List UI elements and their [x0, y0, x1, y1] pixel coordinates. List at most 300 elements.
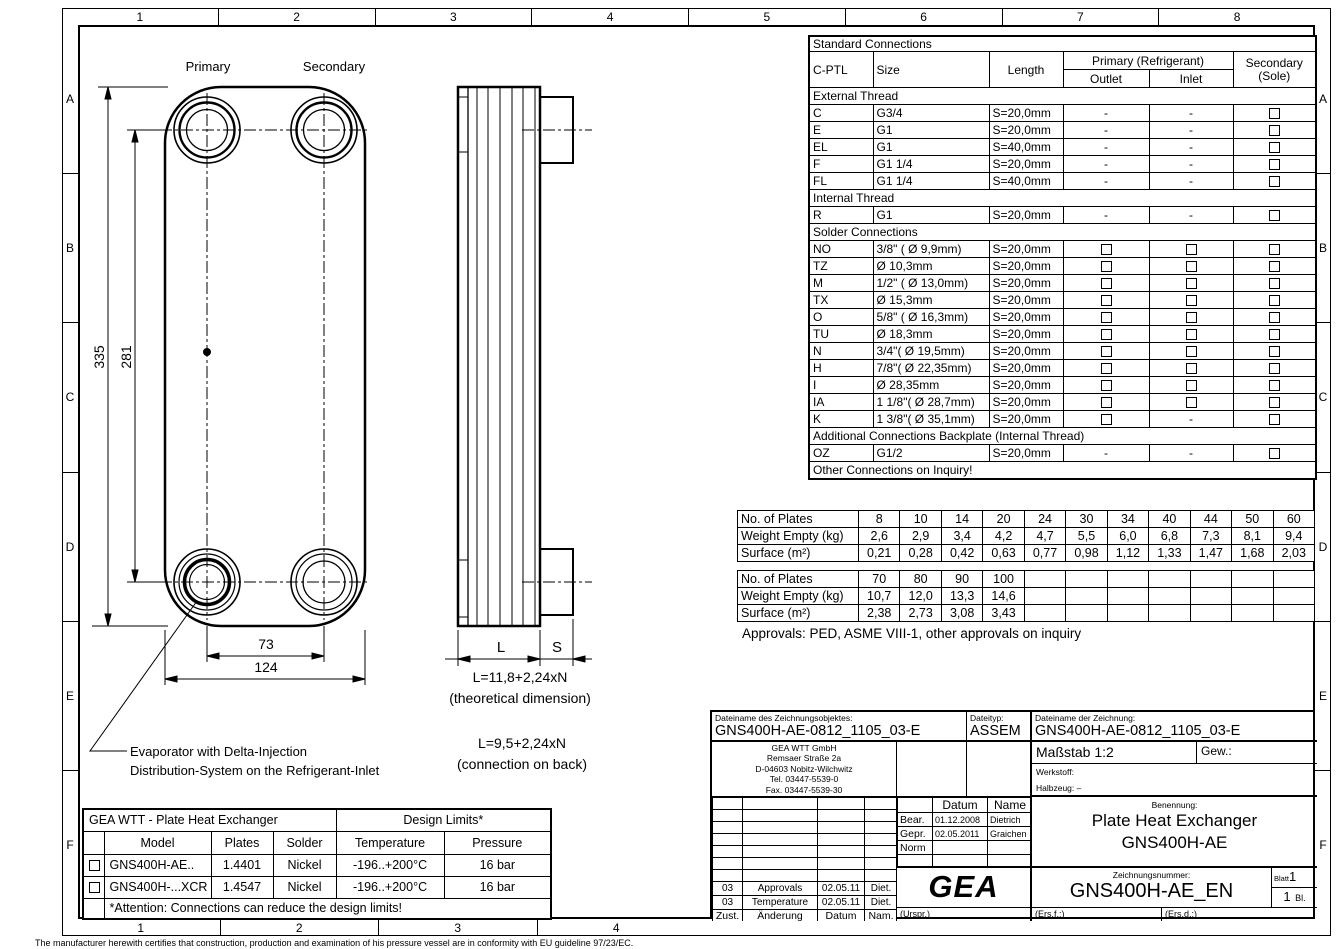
drawing-number-cell — [1032, 868, 1272, 908]
checkbox-icon — [1269, 210, 1280, 221]
company-address-line: GEA WTT GmbH — [771, 742, 837, 753]
connection-mark-cell — [1233, 258, 1316, 275]
connection-code: O — [809, 309, 873, 326]
header-inlet: Inlet — [1149, 70, 1233, 88]
sheet-cell — [1272, 868, 1317, 908]
plates-value — [1190, 571, 1231, 588]
design-row — [83, 854, 551, 876]
plates-value — [1232, 571, 1273, 588]
connection-code: NO — [809, 241, 873, 258]
frame-zone-label: 1 — [62, 919, 221, 936]
plates-value: 1,68 — [1232, 545, 1273, 562]
frame-zone-label: F — [1319, 837, 1327, 852]
connection-size: G1 — [873, 139, 989, 156]
plates-value: 2,9 — [900, 528, 941, 545]
connection-row — [809, 122, 1316, 139]
connections-title: Standard Connections — [809, 36, 1316, 52]
connection-mark-cell — [1233, 122, 1316, 139]
connection-mark-cell — [1233, 445, 1316, 462]
design-pressure: 16 bar — [444, 876, 551, 898]
checkbox-icon — [1186, 312, 1197, 323]
design-temperature: -196..+200°C — [336, 876, 444, 898]
plates-value: 20 — [983, 511, 1024, 528]
revision-date: 02.05.11 — [818, 882, 865, 896]
header-length: Length — [989, 52, 1063, 88]
frame-zone-label: 2 — [221, 919, 380, 936]
checkbox-icon — [1269, 448, 1280, 459]
plates-value: 0,98 — [1066, 545, 1107, 562]
connection-size: 3/8" ( Ø 9,9mm) — [873, 241, 989, 258]
design-model: GNS400H-...XCR — [104, 876, 211, 898]
connection-length: S=20,0mm — [989, 411, 1063, 428]
connections-footer-row — [809, 462, 1316, 479]
dim-S-label: S — [551, 639, 563, 656]
sheet-total-cell — [1272, 888, 1317, 907]
urspr-cell: (Urspr.) — [897, 908, 1032, 921]
connection-size: G1/2 — [873, 445, 989, 462]
revision-footer-change: Änderung — [743, 910, 818, 922]
plates-value: 1,33 — [1149, 545, 1190, 562]
approval-role: Norm — [898, 841, 933, 855]
connection-mark-cell — [1063, 411, 1149, 428]
connection-mark-cell: - — [1149, 139, 1233, 156]
design-plates: 1.4547 — [211, 876, 273, 898]
frame-zone-label: D — [1315, 473, 1331, 622]
connection-row — [809, 292, 1316, 309]
connection-code: I — [809, 377, 873, 394]
header-model: Model — [104, 831, 211, 854]
connection-size: Ø 10,3mm — [873, 258, 989, 275]
connection-row — [809, 326, 1316, 343]
connection-mark-cell: - — [1063, 445, 1149, 462]
connection-mark-cell: - — [1063, 139, 1149, 156]
connection-mark-cell — [1063, 309, 1149, 326]
connections-footer: Other Connections on Inquiry! — [809, 462, 1316, 479]
connection-code: C — [809, 105, 873, 122]
empty-cell-2 — [967, 742, 1032, 797]
plates-row-label: No. of Plates — [738, 511, 859, 528]
plates-data-table-2 — [737, 570, 1315, 622]
plates-value: 10,7 — [859, 588, 900, 605]
center-marker-dot — [203, 348, 211, 356]
drawing-title-line1: Plate Heat Exchanger — [1091, 811, 1258, 830]
material-cell: Werkstoff: — [1036, 767, 1074, 777]
plates-value: 5,5 — [1066, 528, 1107, 545]
plates-value — [1149, 588, 1190, 605]
approval-role: Bear. — [898, 813, 933, 827]
frame-row-ruler-right — [1315, 25, 1331, 919]
design-checkbox-header — [83, 831, 104, 854]
primary-port-label: Primary — [185, 59, 231, 74]
plates-row-label: No. of Plates — [738, 571, 859, 588]
revision-footer-name: Nam. — [865, 910, 898, 922]
plates-value — [1273, 571, 1314, 588]
plates-value: 3,43 — [983, 605, 1024, 622]
header-temperature: Temperature — [336, 831, 444, 854]
connection-code: K — [809, 411, 873, 428]
frame-zone-label: 7 — [1003, 8, 1160, 25]
header-solder: Solder — [273, 831, 336, 854]
checkbox-icon — [1269, 380, 1280, 391]
plates-value: 100 — [983, 571, 1024, 588]
checkbox-icon — [1269, 244, 1280, 255]
checkbox-icon — [1269, 176, 1280, 187]
approval-name: Graichen — [988, 827, 1033, 841]
connection-row — [809, 309, 1316, 326]
connection-section-row — [809, 224, 1316, 241]
plates-value — [1107, 588, 1148, 605]
frame-zone-label: C — [1315, 323, 1331, 472]
design-row — [83, 876, 551, 898]
checkbox-icon — [1186, 346, 1197, 357]
plates-row-label: Weight Empty (kg) — [738, 588, 859, 605]
connection-code: R — [809, 207, 873, 224]
plates-data-table-1 — [737, 510, 1315, 562]
checkbox-icon — [1186, 397, 1197, 408]
approval-date — [933, 841, 988, 855]
connection-mark-cell — [1233, 343, 1316, 360]
plates-value: 40 — [1149, 511, 1190, 528]
plates-value: 50 — [1232, 511, 1273, 528]
connection-row — [809, 207, 1316, 224]
datum-header: Datum — [933, 798, 988, 813]
connection-mark-cell — [1063, 292, 1149, 309]
approval-header-empty — [898, 798, 933, 813]
empty-cell-1 — [897, 742, 967, 797]
frame-zone-label: 4 — [532, 8, 689, 25]
header-outlet: Outlet — [1063, 70, 1149, 88]
frame-zone-label: 3 — [376, 8, 533, 25]
connection-row — [809, 343, 1316, 360]
connection-length: S=40,0mm — [989, 139, 1063, 156]
plates-value — [1066, 571, 1107, 588]
connection-size: 1 1/8"( Ø 28,7mm) — [873, 394, 989, 411]
logo-cell — [897, 868, 1032, 908]
plates-value: 4,7 — [1024, 528, 1065, 545]
design-model: GNS400H-AE.. — [104, 854, 211, 876]
checkbox-icon — [1101, 295, 1112, 306]
header-primary-group: Primary (Refrigerant) — [1063, 52, 1233, 70]
plates-value: 2,73 — [900, 605, 941, 622]
connection-code: E — [809, 122, 873, 139]
company-address-line: Fax. 03447-5539-30 — [765, 784, 843, 795]
plates-value — [1066, 588, 1107, 605]
connection-size: 7/8"( Ø 22,35mm) — [873, 360, 989, 377]
name-header: Name — [988, 798, 1033, 813]
connection-length: S=20,0mm — [989, 258, 1063, 275]
header-secondary — [1233, 52, 1316, 88]
connection-size: G1 1/4 — [873, 156, 989, 173]
connection-mark-cell — [1233, 360, 1316, 377]
connection-section-header: Solder Connections — [809, 224, 1316, 241]
benennung-cell — [1032, 797, 1317, 868]
connection-size: Ø 15,3mm — [873, 292, 989, 309]
header-size: Size — [873, 52, 989, 88]
revision-zust: 03 — [713, 882, 743, 896]
design-pressure: 16 bar — [444, 854, 551, 876]
connection-size: G1 1/4 — [873, 173, 989, 190]
revision-empty-row — [713, 810, 898, 822]
connection-size: 1 3/8"( Ø 35,1mm) — [873, 411, 989, 428]
plates-row — [738, 511, 1315, 528]
plates-value: 12,0 — [900, 588, 941, 605]
plates-value: 2,6 — [859, 528, 900, 545]
revision-footer-date: Datum — [818, 910, 865, 922]
connection-mark-cell — [1233, 292, 1316, 309]
checkbox-icon — [1269, 125, 1280, 136]
connection-row — [809, 275, 1316, 292]
design-solder: Nickel — [273, 854, 336, 876]
file-type-label: Dateityp: — [970, 713, 1004, 723]
connection-size: Ø 28,35mm — [873, 377, 989, 394]
connection-size: G1 — [873, 207, 989, 224]
plates-value: 8,1 — [1232, 528, 1273, 545]
checkbox-icon — [1101, 244, 1112, 255]
design-table-title: GEA WTT - Plate Heat Exchanger — [83, 809, 336, 831]
approval-date: 01.12.2008 — [933, 813, 988, 827]
checkbox-icon — [1186, 380, 1197, 391]
connection-length: S=20,0mm — [989, 445, 1063, 462]
plates-value — [1107, 605, 1148, 622]
plates-value: 0,42 — [941, 545, 982, 562]
secondary-port-label: Secondary — [302, 59, 366, 74]
drawing-number-value: GNS400H-AE_EN — [1069, 880, 1234, 902]
frame-zone-label: B — [1315, 174, 1331, 323]
plates-value — [1232, 605, 1273, 622]
company-address-line: Tel. 03447-5539-0 — [769, 774, 839, 785]
approval-row — [898, 813, 1033, 827]
checkbox-icon — [1186, 278, 1197, 289]
sheet-total-num: 1 — [1283, 889, 1291, 904]
plates-value — [1024, 588, 1065, 605]
plates-row — [738, 571, 1315, 588]
benennung-label: Benennung: — [1151, 800, 1198, 810]
frame-zone-label: A — [62, 25, 78, 174]
checkbox-icon — [1269, 312, 1280, 323]
connection-mark-cell — [1149, 309, 1233, 326]
connection-code: M — [809, 275, 873, 292]
connection-mark-cell — [1233, 241, 1316, 258]
connection-mark-cell — [1149, 326, 1233, 343]
sheet-number: 1 — [1289, 869, 1297, 884]
company-address-line: Remsaer Straße 2a — [766, 753, 842, 764]
ersd-cell: (Ers.d.:) — [1165, 909, 1198, 919]
connection-mark-cell: - — [1149, 105, 1233, 122]
connection-mark-cell: - — [1149, 156, 1233, 173]
connection-mark-cell — [1233, 309, 1316, 326]
plates-value: 60 — [1273, 511, 1314, 528]
plates-row-label: Surface (m²) — [738, 605, 859, 622]
weight-cell: Gew.: — [1197, 742, 1317, 764]
plates-value: 2,38 — [859, 605, 900, 622]
connection-mark-cell — [1063, 377, 1149, 394]
connection-length: S=20,0mm — [989, 343, 1063, 360]
plates-value: 13,3 — [941, 588, 982, 605]
connection-mark-cell — [1233, 411, 1316, 428]
plates-value: 10 — [900, 511, 941, 528]
revision-name: Diet. — [865, 896, 898, 910]
halbzeug-cell: Halbzeug: – — [1032, 781, 1317, 797]
plates-value: 0,63 — [983, 545, 1024, 562]
plates-value: 4,2 — [983, 528, 1024, 545]
plates-value: 14,6 — [983, 588, 1024, 605]
length-formula-theoretical: L=11,8+2,24xN — [472, 669, 568, 685]
connection-length: S=20,0mm — [989, 122, 1063, 139]
connection-code: TU — [809, 326, 873, 343]
frame-zone-label: F — [66, 837, 74, 852]
plates-value: 80 — [900, 571, 941, 588]
connection-mark-cell — [1233, 275, 1316, 292]
evaporator-note-line2: Distribution-System on the Refrigerant-Inlet — [130, 763, 380, 778]
design-checkbox-cell — [83, 876, 104, 898]
frame-zone-label: E — [62, 622, 78, 771]
connection-row — [809, 360, 1316, 377]
plates-value: 7,3 — [1190, 528, 1231, 545]
connection-mark-cell — [1233, 207, 1316, 224]
connection-row — [809, 156, 1316, 173]
connection-length: S=40,0mm — [989, 173, 1063, 190]
checkbox-icon — [1101, 278, 1112, 289]
frame-column-ruler-top — [62, 8, 1315, 25]
plates-value — [1190, 605, 1231, 622]
design-limits-table — [82, 808, 552, 920]
approval-row — [898, 827, 1033, 841]
revision-date: 02.05.11 — [818, 896, 865, 910]
plates-value: 6,0 — [1107, 528, 1148, 545]
file-drawing-label: Dateiname der Zeichnung: — [1035, 713, 1136, 723]
frame-zone-label: 8 — [1233, 9, 1241, 24]
dim-281-label: 281 — [118, 345, 134, 369]
connection-mark-cell: - — [1063, 156, 1149, 173]
frame-zone-label: A — [1315, 25, 1331, 174]
plates-value: 14 — [941, 511, 982, 528]
dim-124-label: 124 — [254, 659, 278, 675]
connection-section-row — [809, 88, 1316, 105]
frame-zone-label: C — [62, 323, 78, 472]
approval-name — [988, 841, 1033, 855]
file-object-cell — [712, 712, 967, 742]
checkbox-icon — [1269, 363, 1280, 374]
connection-mark-cell — [1233, 139, 1316, 156]
file-drawing-value: GNS400H-AE-0812_1105_03-E — [1035, 723, 1241, 739]
plates-row-label: Weight Empty (kg) — [738, 528, 859, 545]
front-view — [90, 87, 370, 751]
ersf-cell: (Ers.f.:) — [1032, 908, 1162, 921]
connection-mark-cell: - — [1149, 207, 1233, 224]
plates-value — [1273, 605, 1314, 622]
approvals-note: Approvals: PED, ASME VIII-1, other approvals on inquiry — [742, 626, 1082, 641]
checkbox-icon — [1269, 295, 1280, 306]
plates-value: 70 — [859, 571, 900, 588]
connection-row — [809, 241, 1316, 258]
connection-mark-cell — [1149, 377, 1233, 394]
header-pressure: Pressure — [444, 831, 551, 854]
revision-empty-row — [713, 846, 898, 858]
plates-row — [738, 588, 1315, 605]
sheet-label: Blatt — [1274, 874, 1290, 883]
frame-zone-label: 4 — [612, 920, 620, 935]
plates-row — [738, 528, 1315, 545]
drawing-number-label: Zeichnungsnummer: — [1112, 870, 1191, 880]
checkbox-icon — [1101, 397, 1112, 408]
plates-value: 3,4 — [941, 528, 982, 545]
revision-empty-row — [713, 870, 898, 882]
connection-length: S=20,0mm — [989, 275, 1063, 292]
connection-mark-cell: - — [1063, 105, 1149, 122]
connection-section-header: Additional Connections Backplate (Internal Thread) — [809, 428, 1316, 445]
leader-line — [90, 601, 197, 751]
connection-mark-cell — [1233, 394, 1316, 411]
connection-section-header: External Thread — [809, 88, 1316, 105]
plates-value — [1024, 605, 1065, 622]
checkbox-icon — [1186, 295, 1197, 306]
connection-mark-cell: - — [1063, 122, 1149, 139]
sheet-number-cell — [1272, 868, 1317, 888]
gea-logo: GEA — [928, 869, 999, 904]
design-checkbox-cell — [83, 854, 104, 876]
connection-length: S=20,0mm — [989, 360, 1063, 377]
plates-value — [1066, 605, 1107, 622]
revision-change: Approvals — [743, 882, 818, 896]
header-secondary-line2: (Sole) — [1258, 68, 1291, 83]
header-cptl: C-PTL — [809, 52, 873, 88]
plates-row — [738, 545, 1315, 562]
plates-value — [1024, 571, 1065, 588]
plates-row-label: Surface (m²) — [738, 545, 859, 562]
revision-footer-row — [713, 910, 898, 922]
connection-mark-cell — [1233, 156, 1316, 173]
connection-mark-cell: - — [1063, 207, 1149, 224]
frame-zone-label: E — [1315, 622, 1331, 771]
revision-zust: 03 — [713, 896, 743, 910]
plates-value — [1190, 588, 1231, 605]
connection-size: G1 — [873, 122, 989, 139]
connection-length: S=20,0mm — [989, 241, 1063, 258]
frame-zone-label: 3 — [379, 919, 538, 936]
connection-row — [809, 445, 1316, 462]
connection-code: N — [809, 343, 873, 360]
connection-mark-cell — [1233, 105, 1316, 122]
checkbox-icon — [1269, 397, 1280, 408]
connection-mark-cell — [1149, 275, 1233, 292]
scale-cell: Maßstab 1:2 — [1032, 742, 1197, 764]
plates-value — [1273, 588, 1314, 605]
checkbox-icon — [1269, 346, 1280, 357]
connection-mark-cell: - — [1149, 411, 1233, 428]
connection-section-header: Internal Thread — [809, 190, 1316, 207]
connection-code: TX — [809, 292, 873, 309]
connection-mark-cell — [1149, 241, 1233, 258]
revision-name: Diet. — [865, 882, 898, 896]
title-block — [710, 710, 1315, 919]
frame-zone-label: 5 — [689, 8, 846, 25]
approval-empty-row — [898, 855, 1033, 869]
checkbox-icon — [1101, 380, 1112, 391]
revision-footer-zust: Zust. — [713, 910, 743, 922]
file-drawing-cell — [1032, 712, 1317, 742]
connection-mark-cell: - — [1149, 173, 1233, 190]
connection-mark-cell — [1149, 258, 1233, 275]
file-type-value: ASSEM — [970, 723, 1021, 739]
plates-value — [1107, 571, 1148, 588]
checkbox-icon — [1101, 329, 1112, 340]
company-address — [712, 742, 897, 797]
checkbox-icon — [1186, 329, 1197, 340]
checkbox-icon — [1269, 329, 1280, 340]
connection-size: 1/2" ( Ø 13,0mm) — [873, 275, 989, 292]
dim-335-label: 335 — [91, 345, 107, 369]
frame-row-ruler-left — [62, 25, 78, 919]
